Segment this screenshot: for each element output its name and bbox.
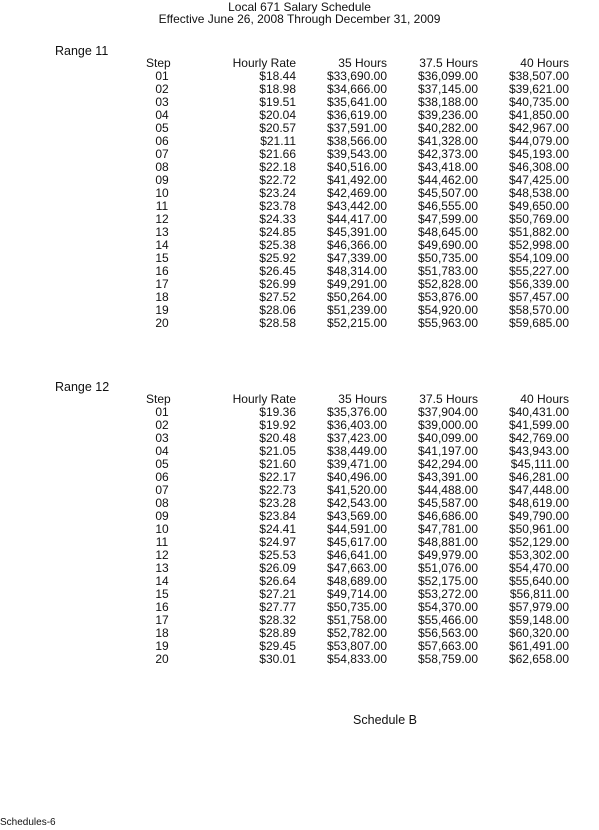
cell-40-hours: $62,658.00 — [508, 652, 569, 666]
cell-35-hours: $37,423.00 — [326, 431, 387, 445]
page-title: Local 671 Salary Schedule — [228, 0, 371, 14]
cell-35-hours: $47,663.00 — [326, 561, 387, 575]
cell-35-hours: $49,291.00 — [326, 277, 387, 291]
cell-hourly-rate: $28.32 — [259, 613, 296, 627]
column-header-35-hours: 35 Hours — [338, 56, 387, 70]
cell-37-5-hours: $51,783.00 — [417, 264, 478, 278]
cell-37-5-hours: $36,099.00 — [417, 69, 478, 83]
cell-35-hours: $41,520.00 — [326, 483, 387, 497]
cell-40-hours: $38,507.00 — [508, 69, 569, 83]
cell-35-hours: $48,689.00 — [326, 574, 387, 588]
cell-step: 18 — [155, 626, 169, 640]
cell-35-hours: $46,366.00 — [326, 238, 387, 252]
cell-40-hours: $50,961.00 — [508, 522, 569, 536]
cell-40-hours: $57,457.00 — [508, 290, 569, 304]
cell-40-hours: $45,193.00 — [508, 147, 569, 161]
cell-hourly-rate: $21.60 — [259, 457, 296, 471]
cell-40-hours: $59,148.00 — [508, 613, 569, 627]
cell-35-hours: $42,543.00 — [326, 496, 387, 510]
cell-37-5-hours: $48,645.00 — [417, 225, 478, 239]
cell-step: 08 — [155, 160, 169, 174]
cell-35-hours: $39,471.00 — [326, 457, 387, 471]
column-header-40-hours: 40 Hours — [520, 56, 569, 70]
cell-step: 12 — [155, 212, 169, 226]
cell-35-hours: $37,591.00 — [326, 121, 387, 135]
cell-37-5-hours: $52,175.00 — [417, 574, 478, 588]
cell-35-hours: $43,442.00 — [326, 199, 387, 213]
cell-hourly-rate: $24.41 — [259, 522, 296, 536]
cell-40-hours: $56,811.00 — [509, 587, 569, 601]
cell-40-hours: $46,308.00 — [508, 160, 569, 174]
cell-step: 11 — [155, 535, 169, 549]
cell-40-hours: $49,790.00 — [508, 509, 569, 523]
cell-37-5-hours: $54,920.00 — [417, 303, 478, 317]
cell-40-hours: $59,685.00 — [508, 316, 569, 330]
schedule-label: Schedule B — [353, 713, 417, 727]
cell-hourly-rate: $20.04 — [259, 108, 296, 122]
cell-step: 11 — [155, 199, 169, 213]
cell-37-5-hours: $42,373.00 — [417, 147, 478, 161]
cell-37-5-hours: $37,145.00 — [417, 82, 478, 96]
cell-35-hours: $50,264.00 — [326, 290, 387, 304]
cell-40-hours: $56,339.00 — [508, 277, 569, 291]
cell-step: 01 — [155, 405, 169, 419]
cell-40-hours: $39,621.00 — [508, 82, 569, 96]
cell-hourly-rate: $26.45 — [259, 264, 296, 278]
cell-step: 12 — [155, 548, 169, 562]
cell-step: 06 — [155, 134, 169, 148]
cell-40-hours: $48,619.00 — [508, 496, 569, 510]
cell-37-5-hours: $49,979.00 — [417, 548, 478, 562]
cell-35-hours: $45,391.00 — [326, 225, 387, 239]
cell-35-hours: $49,714.00 — [326, 587, 387, 601]
cell-step: 15 — [155, 587, 169, 601]
cell-37-5-hours: $45,507.00 — [417, 186, 478, 200]
cell-hourly-rate: $27.77 — [259, 600, 296, 614]
cell-step: 09 — [155, 509, 169, 523]
cell-hourly-rate: $25.53 — [259, 548, 296, 562]
cell-step: 06 — [155, 470, 169, 484]
cell-hourly-rate: $21.66 — [259, 147, 296, 161]
cell-40-hours: $60,320.00 — [508, 626, 569, 640]
cell-hourly-rate: $19.92 — [259, 418, 296, 432]
cell-step: 03 — [155, 431, 169, 445]
cell-step: 14 — [155, 238, 169, 252]
cell-37-5-hours: $47,599.00 — [417, 212, 478, 226]
cell-hourly-rate: $30.01 — [259, 652, 296, 666]
cell-37-5-hours: $48,881.00 — [417, 535, 478, 549]
cell-37-5-hours: $47,781.00 — [417, 522, 478, 536]
cell-35-hours: $34,666.00 — [326, 82, 387, 96]
cell-hourly-rate: $24.85 — [259, 225, 296, 239]
cell-hourly-rate: $26.64 — [259, 574, 296, 588]
cell-step: 07 — [155, 483, 169, 497]
cell-step: 10 — [155, 186, 169, 200]
cell-hourly-rate: $21.05 — [259, 444, 296, 458]
cell-37-5-hours: $49,690.00 — [417, 238, 478, 252]
cell-40-hours: $43,943.00 — [508, 444, 569, 458]
cell-35-hours: $48,314.00 — [326, 264, 387, 278]
cell-step: 02 — [155, 418, 169, 432]
cell-hourly-rate: $28.89 — [259, 626, 296, 640]
cell-37-5-hours: $39,236.00 — [417, 108, 478, 122]
cell-35-hours: $42,469.00 — [326, 186, 387, 200]
cell-37-5-hours: $50,735.00 — [417, 251, 478, 265]
range-12-label: Range 12 — [55, 380, 110, 394]
cell-step: 15 — [155, 251, 169, 265]
cell-step: 20 — [155, 652, 169, 666]
column-header-step: Step — [146, 56, 171, 70]
cell-35-hours: $52,215.00 — [326, 316, 387, 330]
cell-40-hours: $40,735.00 — [508, 95, 569, 109]
cell-step: 10 — [155, 522, 169, 536]
cell-hourly-rate: $29.45 — [259, 639, 296, 653]
cell-step: 09 — [155, 173, 169, 187]
cell-35-hours: $44,417.00 — [326, 212, 387, 226]
cell-step: 13 — [155, 225, 169, 239]
cell-step: 14 — [155, 574, 169, 588]
cell-35-hours: $46,641.00 — [326, 548, 387, 562]
cell-40-hours: $50,769.00 — [508, 212, 569, 226]
cell-hourly-rate: $22.73 — [259, 483, 296, 497]
cell-step: 05 — [155, 457, 169, 471]
cell-37-5-hours: $37,904.00 — [417, 405, 478, 419]
cell-step: 18 — [155, 290, 169, 304]
cell-40-hours: $46,281.00 — [508, 470, 569, 484]
cell-35-hours: $47,339.00 — [326, 251, 387, 265]
cell-hourly-rate: $25.38 — [259, 238, 296, 252]
cell-40-hours: $48,538.00 — [508, 186, 569, 200]
cell-hourly-rate: $18.98 — [259, 82, 296, 96]
cell-40-hours: $42,769.00 — [508, 431, 569, 445]
cell-37-5-hours: $55,963.00 — [417, 316, 478, 330]
cell-hourly-rate: $19.36 — [259, 405, 296, 419]
cell-step: 17 — [155, 277, 169, 291]
cell-hourly-rate: $25.92 — [259, 251, 296, 265]
cell-35-hours: $52,782.00 — [326, 626, 387, 640]
cell-40-hours: $54,109.00 — [508, 251, 569, 265]
cell-37-5-hours: $52,828.00 — [417, 277, 478, 291]
cell-37-5-hours: $53,272.00 — [417, 587, 478, 601]
cell-37-5-hours: $43,391.00 — [417, 470, 478, 484]
cell-40-hours: $53,302.00 — [508, 548, 569, 562]
cell-37-5-hours: $39,000.00 — [417, 418, 478, 432]
cell-40-hours: $41,599.00 — [508, 418, 569, 432]
cell-35-hours: $51,239.00 — [326, 303, 387, 317]
cell-hourly-rate: $23.28 — [259, 496, 296, 510]
cell-37-5-hours: $46,686.00 — [417, 509, 478, 523]
cell-hourly-rate: $28.58 — [259, 316, 296, 330]
cell-37-5-hours: $44,488.00 — [417, 483, 478, 497]
cell-40-hours: $49,650.00 — [508, 199, 569, 213]
cell-35-hours: $33,690.00 — [326, 69, 387, 83]
cell-40-hours: $54,470.00 — [508, 561, 569, 575]
cell-37-5-hours: $58,759.00 — [417, 652, 478, 666]
cell-step: 13 — [155, 561, 169, 575]
cell-35-hours: $35,641.00 — [326, 95, 387, 109]
cell-hourly-rate: $27.21 — [259, 587, 296, 601]
cell-35-hours: $40,516.00 — [326, 160, 387, 174]
cell-35-hours: $44,591.00 — [326, 522, 387, 536]
cell-step: 19 — [155, 639, 169, 653]
column-header-hourly-rate: Hourly Rate — [232, 56, 296, 70]
range-11-label: Range 11 — [55, 44, 109, 58]
page-id: Schedules-6 — [0, 817, 56, 828]
cell-40-hours: $41,850.00 — [508, 108, 569, 122]
cell-step: 08 — [155, 496, 169, 510]
range-12-table — [142, 393, 569, 666]
cell-40-hours: $44,079.00 — [508, 134, 569, 148]
cell-step: 05 — [155, 121, 169, 135]
table-row — [142, 653, 569, 666]
column-header-40-hours: 40 Hours — [520, 392, 569, 406]
cell-hourly-rate: $19.51 — [259, 95, 296, 109]
column-header-35-hours: 35 Hours — [338, 392, 387, 406]
cell-hourly-rate: $28.06 — [259, 303, 296, 317]
cell-hourly-rate: $24.97 — [259, 535, 296, 549]
cell-step: 20 — [155, 316, 169, 330]
cell-step: 02 — [155, 82, 169, 96]
cell-step: 19 — [155, 303, 169, 317]
cell-40-hours: $51,882.00 — [508, 225, 569, 239]
cell-step: 07 — [155, 147, 169, 161]
cell-35-hours: $36,403.00 — [326, 418, 387, 432]
cell-hourly-rate: $18.44 — [259, 69, 296, 83]
cell-37-5-hours: $38,188.00 — [417, 95, 478, 109]
cell-37-5-hours: $44,462.00 — [417, 173, 478, 187]
cell-35-hours: $35,376.00 — [326, 405, 387, 419]
cell-37-5-hours: $56,563.00 — [417, 626, 478, 640]
range-11-table — [142, 57, 569, 330]
cell-37-5-hours: $57,663.00 — [417, 639, 478, 653]
cell-37-5-hours: $41,328.00 — [417, 134, 478, 148]
page-subtitle: Effective June 26, 2008 Through December 31, 2009 — [158, 12, 441, 26]
column-header-step: Step — [146, 392, 171, 406]
table-row — [142, 317, 569, 330]
column-header-hourly-rate: Hourly Rate — [232, 392, 296, 406]
cell-40-hours: $55,640.00 — [508, 574, 569, 588]
cell-35-hours: $40,496.00 — [326, 470, 387, 484]
cell-35-hours: $45,617.00 — [326, 535, 387, 549]
cell-hourly-rate: $21.11 — [260, 134, 296, 148]
column-header-37-5-hours: 37.5 Hours — [419, 56, 478, 70]
cell-hourly-rate: $20.48 — [259, 431, 296, 445]
cell-hourly-rate: $20.57 — [259, 121, 296, 135]
cell-37-5-hours: $46,555.00 — [417, 199, 478, 213]
cell-40-hours: $58,570.00 — [508, 303, 569, 317]
cell-40-hours: $40,431.00 — [508, 405, 569, 419]
cell-35-hours: $39,543.00 — [326, 147, 387, 161]
cell-35-hours: $36,619.00 — [326, 108, 387, 122]
cell-35-hours: $53,807.00 — [326, 639, 387, 653]
cell-hourly-rate: $23.78 — [259, 199, 296, 213]
cell-35-hours: $43,569.00 — [326, 509, 387, 523]
cell-37-5-hours: $40,282.00 — [417, 121, 478, 135]
cell-step: 03 — [155, 95, 169, 109]
cell-35-hours: $38,449.00 — [326, 444, 387, 458]
cell-37-5-hours: $40,099.00 — [417, 431, 478, 445]
cell-40-hours: $45,111.00 — [510, 457, 569, 471]
cell-35-hours: $51,758.00 — [326, 613, 387, 627]
cell-hourly-rate: $22.18 — [259, 160, 296, 174]
cell-37-5-hours: $42,294.00 — [417, 457, 478, 471]
cell-hourly-rate: $22.72 — [259, 173, 296, 187]
cell-hourly-rate: $23.84 — [259, 509, 296, 523]
cell-hourly-rate: $27.52 — [259, 290, 296, 304]
cell-step: 16 — [155, 264, 169, 278]
cell-step: 04 — [155, 108, 169, 122]
cell-35-hours: $38,566.00 — [326, 134, 387, 148]
column-header-37-5-hours: 37.5 Hours — [419, 392, 478, 406]
cell-hourly-rate: $26.99 — [259, 277, 296, 291]
cell-hourly-rate: $24.33 — [259, 212, 296, 226]
cell-40-hours: $61,491.00 — [508, 639, 569, 653]
cell-step: 16 — [155, 600, 169, 614]
cell-37-5-hours: $45,587.00 — [417, 496, 478, 510]
cell-hourly-rate: $22.17 — [259, 470, 296, 484]
cell-40-hours: $47,425.00 — [508, 173, 569, 187]
cell-40-hours: $47,448.00 — [508, 483, 569, 497]
cell-37-5-hours: $51,076.00 — [417, 561, 478, 575]
cell-step: 04 — [155, 444, 169, 458]
cell-40-hours: $55,227.00 — [508, 264, 569, 278]
cell-40-hours: $52,998.00 — [508, 238, 569, 252]
cell-35-hours: $41,492.00 — [326, 173, 387, 187]
cell-step: 17 — [155, 613, 169, 627]
cell-40-hours: $42,967.00 — [508, 121, 569, 135]
cell-hourly-rate: $23.24 — [259, 186, 296, 200]
cell-40-hours: $52,129.00 — [508, 535, 569, 549]
cell-37-5-hours: $54,370.00 — [417, 600, 478, 614]
cell-40-hours: $57,979.00 — [508, 600, 569, 614]
cell-step: 01 — [155, 69, 169, 83]
cell-37-5-hours: $55,466.00 — [417, 613, 478, 627]
cell-35-hours: $50,735.00 — [326, 600, 387, 614]
cell-hourly-rate: $26.09 — [259, 561, 296, 575]
cell-35-hours: $54,833.00 — [326, 652, 387, 666]
cell-37-5-hours: $41,197.00 — [417, 444, 478, 458]
cell-37-5-hours: $43,418.00 — [417, 160, 478, 174]
cell-37-5-hours: $53,876.00 — [417, 290, 478, 304]
